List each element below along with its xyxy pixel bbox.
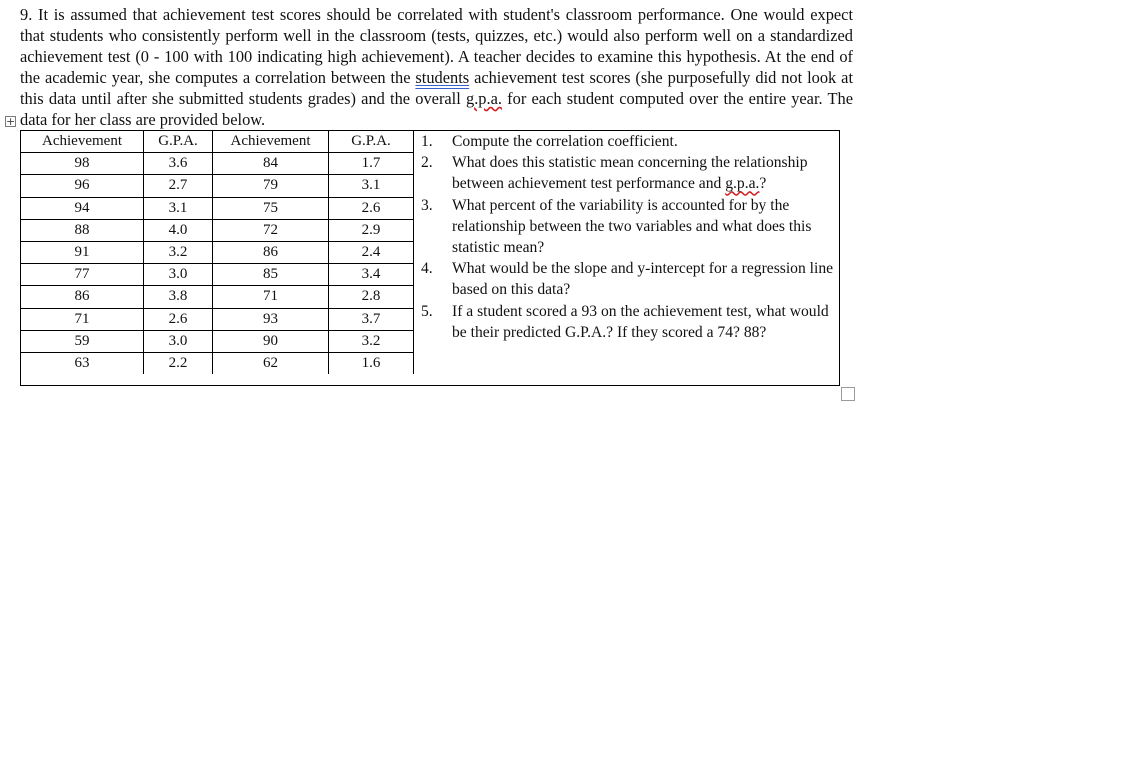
table-cell: 4.0 [144,219,213,241]
problem-statement [20,4,853,130]
table-cell: 71 [213,286,329,308]
table-cell: 71 [21,308,144,330]
table-cell: 3.1 [144,197,213,219]
header-achievement-1: Achievement [21,131,144,153]
table-cell: 90 [213,330,329,352]
table-row [21,219,414,241]
question-text: What would be the slope and y-intercept for a regression line based on this data? [452,260,834,299]
header-achievement-2: Achievement [213,131,329,153]
scores-table [21,131,414,374]
table-cell: 3.7 [329,308,414,330]
table-cell: 84 [213,153,329,175]
table-cell: 88 [21,219,144,241]
question-tail: ? [759,175,767,193]
table-cell: 1.6 [329,352,414,374]
table-cell: 72 [213,219,329,241]
table-row [21,308,414,330]
question-text: What percent of the variability is accounted for by the relationship between the two variables and what does this statistic mean? [452,196,812,257]
table-cell: 1.7 [329,153,414,175]
question-number: 3. [421,196,433,214]
header-gpa-2: G.P.A. [329,131,414,153]
question-text: What does this statistic mean concerning the relationship between achievement test performance and [452,154,808,193]
table-header-row [21,131,414,153]
table-cell: 86 [213,241,329,263]
gpa-abbrev: g.p.a. [725,175,760,193]
table-cell: 96 [21,175,144,197]
table-cell: 3.6 [144,153,213,175]
question-item [412,195,836,259]
question-text: Compute the correlation coefficient. [452,133,678,150]
table-cell: 59 [21,330,144,352]
table-row [21,197,414,219]
data-and-questions-table [20,130,840,386]
table-resize-handle-icon[interactable] [841,387,855,401]
table-move-handle-icon[interactable]: + [6,115,16,128]
gpa-abbrev: g.p.a. [466,89,502,108]
table-cell: 86 [21,286,144,308]
table-cell: 2.6 [329,197,414,219]
table-cell: 93 [213,308,329,330]
question-item [412,131,836,152]
table-row [21,330,414,352]
question-list [412,131,836,343]
problem-text-1: 9. It is assumed that achievement test scores should be correlated with student's classroom performance. One would expect that students who consistently perform well in the classroom (tests, quizzes, etc.) would also perform well on a standardized achievement test (0 - 100 with 100 indicating high achievement). A teacher decides to examine this hypothesis. At the end of the academic year, she computes a correlation between the [20,5,853,87]
question-item [412,301,836,343]
table-cell: 2.8 [329,286,414,308]
table-cell: 3.2 [144,241,213,263]
question-item [412,152,836,194]
table-cell: 3.1 [329,175,414,197]
table-row [21,153,414,175]
table-cell: 2.4 [329,241,414,263]
table-row [21,241,414,263]
table-cell: 2.2 [144,352,213,374]
question-number: 5. [421,302,433,320]
table-cell: 75 [213,197,329,219]
problem-text-2: achievement test scores (she purposefully did not look at this data until after she submitted students grades) and the overall [20,68,853,108]
table-cell: 91 [21,241,144,263]
table-row [21,264,414,286]
table-cell: 79 [213,175,329,197]
question-number: 2. [421,154,433,172]
question-item [412,258,836,300]
table-cell: 2.9 [329,219,414,241]
table-cell: 63 [21,352,144,374]
table-cell: 85 [213,264,329,286]
question-text: If a student scored a 93 on the achievement test, what would be their predicted G.P.A.? If they scored a 74? 88? [452,302,829,341]
table-cell: 3.8 [144,286,213,308]
table-cell: 2.7 [144,175,213,197]
table-cell: 3.0 [144,264,213,286]
table-cell: 3.0 [144,330,213,352]
table-cell: 2.6 [144,308,213,330]
table-cell: 62 [213,352,329,374]
table-row [21,175,414,197]
table-row [21,286,414,308]
students-word: students [415,68,470,87]
table-cell: 98 [21,153,144,175]
question-number: 4. [421,260,433,278]
table-cell: 3.4 [329,264,414,286]
header-gpa-1: G.P.A. [144,131,213,153]
question-number: 1. [421,133,433,150]
problem-paragraph [20,4,853,130]
table-cell: 94 [21,197,144,219]
table-row [21,352,414,374]
table-cell: 3.2 [329,330,414,352]
table-cell: 77 [21,264,144,286]
problem-text-3: for each student computed over the entire year. The data for her class are provided below. [20,89,853,129]
